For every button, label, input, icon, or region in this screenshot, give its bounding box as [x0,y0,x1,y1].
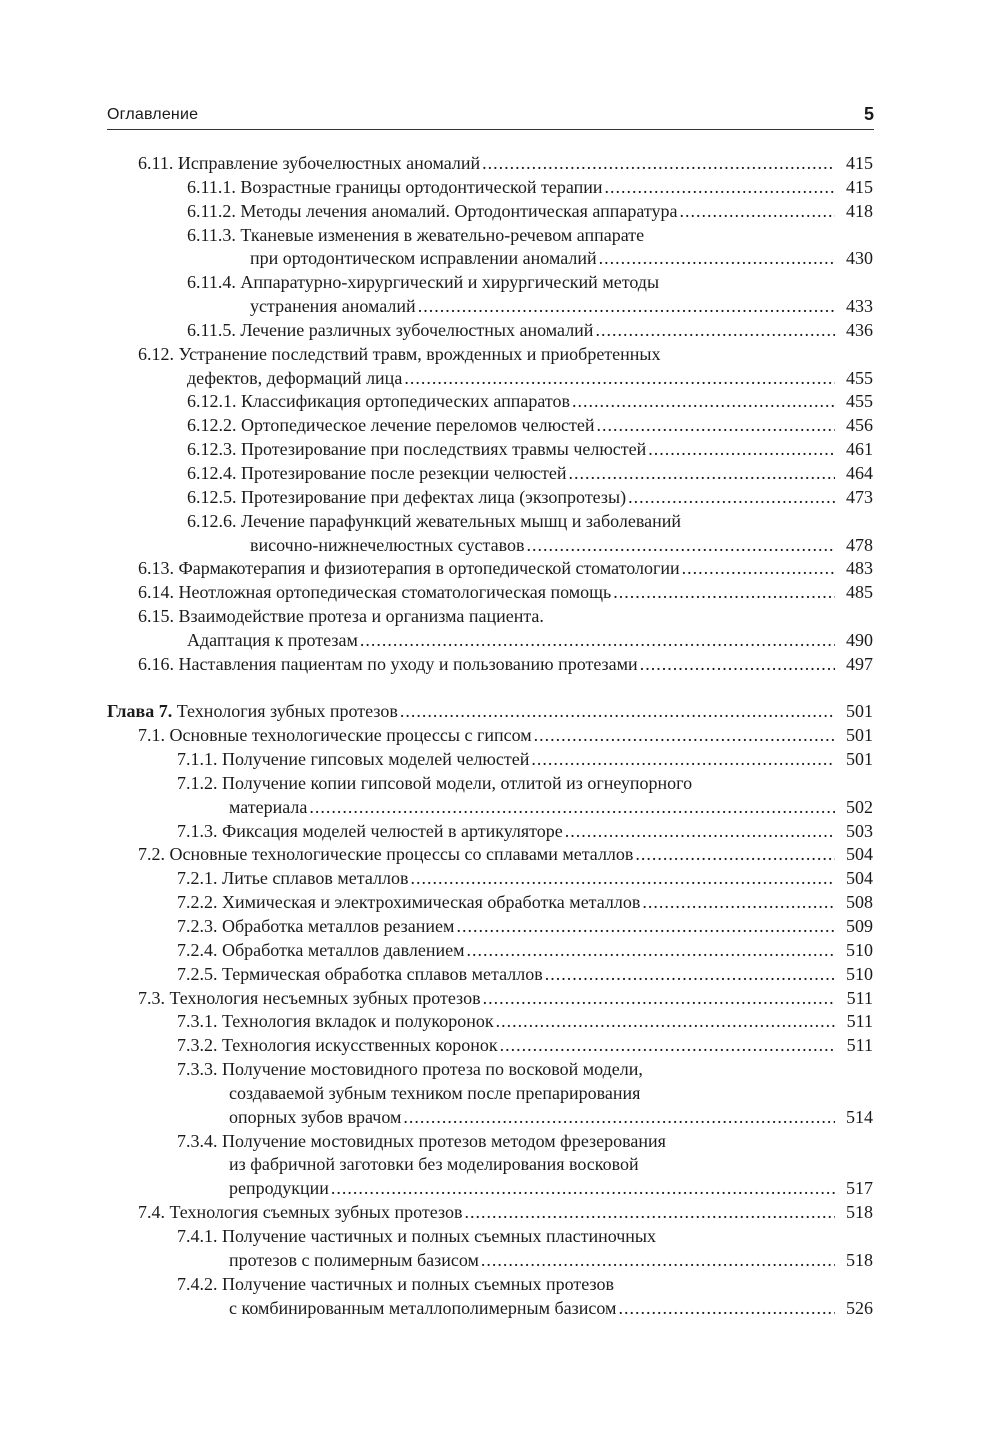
section-number: 6.12.3. [187,439,237,460]
toc-entry-line [187,390,873,414]
toc-entry-line [229,1177,873,1201]
toc-entry [0,1201,1000,1225]
dot-leader [545,963,835,987]
toc-entry [0,653,1000,677]
dot-leader [605,176,836,200]
toc-entry [0,1130,1000,1202]
chapter-label: Глава 7. [107,701,173,722]
dot-leader [331,1177,835,1201]
page-ref: 511 [846,987,873,1008]
toc-entry-line [229,1106,873,1130]
section-number: 7.3.2. [177,1035,218,1056]
dot-leader [597,414,836,438]
section-title: Протезирование после резекции челюстей [241,462,567,483]
dot-leader [531,748,835,772]
section-title: Взаимодействие протеза и организма пациента. [178,606,544,627]
dot-leader [640,653,835,677]
dot-leader [635,843,835,867]
toc-entry [0,987,1000,1011]
toc-entry [0,939,1000,963]
section-title: устранения аномалий [250,296,416,317]
section-title: Фармакотерапия и физиотерапия в ортопедической стоматологии [178,558,680,579]
toc-entry-line [229,796,873,820]
toc-entry-line [138,724,873,748]
toc-entry-line [177,1225,656,1249]
section-title: Обработка металлов давлением [222,939,465,960]
dot-leader [400,700,835,724]
section-number: 7.4.2. [177,1273,218,1294]
toc-entry-line [187,629,873,653]
page-ref: 497 [846,653,873,674]
page-ref: 510 [846,963,873,984]
dot-leader [682,557,835,581]
page-ref: 510 [846,939,873,960]
section-number: 6.15. [138,606,174,627]
dot-leader [482,152,835,176]
section-title: материала [229,796,308,817]
page-ref: 504 [846,868,873,889]
toc-entry-line [177,1034,873,1058]
dot-leader [309,796,835,820]
toc-entry-line [187,200,873,224]
section-title: Технология съемных зубных протезов [169,1202,463,1223]
toc-entry-line [177,820,873,844]
toc-entry [0,343,1000,391]
section-number: 6.11.3. [187,224,236,245]
toc-entry-line [177,1058,643,1082]
page-ref: 415 [846,176,873,197]
section-title: Термическая обработка сплавов металлов [222,963,543,984]
section-title: Получение мостовидных протезов методом фрезерования [222,1130,666,1151]
page-ref: 509 [846,916,873,936]
toc-entry-line [107,700,873,724]
page-ref: 508 [846,892,873,913]
dot-leader [467,939,836,963]
toc-entry [0,224,1000,272]
page-ref: 518 [846,1202,873,1223]
toc-entry-line [138,343,661,367]
section-number: 7.2.3. [177,916,218,936]
toc-entry [0,1273,1000,1321]
dot-leader [565,820,835,844]
toc-entry-line [187,462,873,486]
toc-entry-line [177,1273,614,1297]
toc-entry [0,438,1000,462]
section-number: 6.14. [138,582,174,603]
toc-entry [0,271,1000,319]
section-title: дефектов, деформаций лица [187,367,403,388]
page-ref: 478 [846,534,873,555]
toc-entry-line [177,1010,873,1034]
section-title: опорных зубов врачом [229,1106,402,1127]
toc-entry-line [229,1153,639,1177]
section-title: Получение частичных и полных съемных протезов [222,1273,614,1294]
section-number: 7.3.4. [177,1130,218,1151]
dot-leader [613,581,835,605]
dot-leader [481,1249,835,1273]
section-number: 6.12.5. [187,486,237,507]
page-ref: 511 [846,1035,873,1056]
toc-entry-line [138,581,873,605]
dot-leader [456,915,835,939]
toc-entry-line [187,510,681,534]
page-ref: 415 [846,153,873,173]
dot-leader [500,1034,835,1058]
section-number: 6.12.4. [187,462,237,483]
section-number: 7.2.5. [177,963,218,984]
section-number: 6.11.4. [187,272,236,293]
toc-entry-line [177,772,692,796]
section-title: Классификация ортопедических аппаратов [241,391,570,412]
page-ref: 483 [846,558,873,579]
section-title: Возрастные границы ортодонтической терапии [240,176,603,197]
table-of-contents [0,152,1000,1320]
page-ref: 518 [846,1249,873,1270]
section-title: Фиксация моделей челюстей в артикуляторе [222,820,563,841]
page-ref: 501 [846,701,873,722]
dot-leader [526,534,835,558]
section-number: 7.2.1. [177,868,218,889]
section-number: 7.3.3. [177,1059,218,1080]
page-ref: 456 [846,415,873,436]
section-title: Химическая и электрохимическая обработка металлов [222,892,641,913]
dot-leader [483,987,835,1011]
section-number: 7.4.1. [177,1226,218,1246]
section-number: 7.1.3. [177,820,218,841]
toc-entry-line [187,414,873,438]
toc-entry-line [187,367,873,391]
toc-entry [0,152,1000,176]
section-number: 6.12.6. [187,510,237,531]
page-ref: 501 [846,725,873,746]
page-ref: 461 [846,439,873,460]
section-title: Технология несъемных зубных протезов [169,987,481,1008]
toc-entry [0,820,1000,844]
toc-entry-line [187,176,873,200]
section-title: Технология искусственных коронок [222,1035,498,1056]
section-title: Устранение последствий травм, врожденных и приобретенных [178,343,661,364]
toc-chapter-entry [0,700,1000,724]
dot-leader [418,295,835,319]
section-number: 6.11.1. [187,176,236,197]
section-title: Исправление зубочелюстных аномалий [177,153,481,173]
section-number: 6.12. [138,343,174,364]
dot-leader [403,1106,835,1130]
toc-entry-line [177,748,873,772]
toc-entry [0,891,1000,915]
toc-entry-line [250,295,873,319]
toc-entry-line [177,1130,666,1154]
running-header-title: Оглавление [107,106,199,123]
toc-entry [0,1058,1000,1130]
toc-entry [0,557,1000,581]
dot-leader [404,367,835,391]
toc-entry-line [187,224,644,248]
toc-entry-line [177,891,873,915]
page-ref: 526 [846,1297,873,1318]
toc-entry [0,963,1000,987]
section-title: височно-нижнечелюстных суставов [250,534,525,555]
section-title: Получение гипсовых моделей челюстей [222,749,530,770]
toc-entry-line [138,557,873,581]
page-ref: 473 [846,486,873,507]
section-title: Обработка металлов резанием [222,916,455,936]
section-number: 6.11. [138,153,174,173]
dot-leader [599,247,835,271]
toc-entry-line [229,1297,873,1321]
toc-entry [0,200,1000,224]
toc-entry [0,319,1000,343]
toc-entry [0,462,1000,486]
dot-leader [642,891,835,915]
toc-entry [0,414,1000,438]
section-number: 7.3.1. [177,1011,218,1032]
dot-leader [618,1297,835,1321]
toc-entry [0,390,1000,414]
section-title: Технология зубных протезов [176,701,398,722]
toc-entry-line [187,319,873,343]
toc-entry [0,510,1000,558]
section-title: Получение частичных и полных съемных пластиночных [222,1226,657,1246]
section-title: Аппаратурно-хирургический и хирургический методы [240,272,660,293]
section-title: Протезирование при дефектах лица (экзопротезы) [241,486,627,507]
page-ref: 504 [846,844,873,865]
toc-entry [0,1010,1000,1034]
section-number: 7.4. [138,1202,165,1223]
page-ref: 436 [846,319,873,340]
section-title: репродукции [229,1178,329,1199]
dot-leader [569,462,835,486]
section-title: Литье сплавов металлов [222,868,409,889]
page-ref: 433 [846,296,873,317]
section-number: 6.11.2. [187,200,236,221]
dot-leader [648,438,835,462]
page-ref: 490 [846,629,873,650]
page-ref: 502 [846,796,873,817]
toc-entry-line [138,653,873,677]
running-header [107,104,874,128]
section-title: Наставления пациентам по уходу и пользованию протезами [178,653,638,674]
section-title: при ортодонтическом исправлении аномалий [250,248,597,269]
dot-leader [360,629,835,653]
section-title: Основные технологические процессы со сплавами металлов [169,844,634,865]
toc-entry-line [250,534,873,558]
section-number: 7.2.4. [177,939,218,960]
toc-entry [0,581,1000,605]
toc-entry [0,724,1000,748]
dot-leader [628,486,835,510]
page-ref: 455 [846,367,873,388]
page-ref: 517 [846,1178,873,1199]
dot-leader [465,1201,836,1225]
toc-entry-line [138,987,873,1011]
toc-entry-line [177,939,873,963]
section-number: 7.1.1. [177,749,218,770]
toc-entry-line [177,867,873,891]
section-number: 6.12.1. [187,391,237,412]
toc-entry-line [229,1249,873,1273]
section-title: Методы лечения аномалий. Ортодонтическая аппаратура [240,200,678,221]
section-title: Получение копии гипсовой модели, отлитой из огнеупорного [222,772,693,793]
toc-entry [0,843,1000,867]
dot-leader [680,200,835,224]
page-number: 5 [863,104,874,124]
dot-leader [572,390,835,414]
toc-entry [0,772,1000,820]
section-number: 6.12.2. [187,415,237,436]
page-ref: 418 [846,200,873,221]
page-ref: 455 [846,391,873,412]
dot-leader [410,867,835,891]
section-number: 7.2. [138,844,165,865]
toc-entry-line [138,1201,873,1225]
section-title: Лечение различных зубочелюстных аномалий [240,319,594,340]
dot-leader [496,1010,835,1034]
section-number: 7.1.2. [177,772,218,793]
section-title: Тканевые изменения в жевательно-речевом аппарате [240,224,645,245]
section-title: Адаптация к протезам [187,629,358,650]
dot-leader [534,724,835,748]
section-title: из фабричной заготовки без моделирования восковой [229,1154,639,1175]
page-ref: 514 [846,1106,873,1127]
page-ref: 511 [846,1011,873,1032]
section-title: Основные технологические процессы с гипсом [169,725,532,746]
section-number: 7.1. [138,725,165,746]
toc-entry [0,1034,1000,1058]
toc-entry [0,915,1000,939]
toc-entry-line [138,152,873,176]
page-ref: 464 [846,462,873,483]
page-ref: 503 [846,820,873,841]
section-number: 6.13. [138,558,174,579]
toc-entry-line [177,963,873,987]
toc-entry-line [187,486,873,510]
section-title: Ортопедическое лечение переломов челюстей [241,415,595,436]
page-ref: 485 [846,582,873,603]
toc-entry-line [138,605,544,629]
section-number: 6.16. [138,653,174,674]
dot-leader [595,319,835,343]
toc-entry [0,605,1000,653]
section-title: Неотложная ортопедическая стоматологическая помощь [178,582,612,603]
toc-entry-line [250,247,873,271]
section-title: Лечение парафункций жевательных мышц и заболеваний [241,510,682,531]
section-number: 7.3. [138,987,165,1008]
toc-entry-line [138,843,873,867]
section-number: 7.2.2. [177,892,218,913]
toc-entry [0,176,1000,200]
toc-entry-line [177,915,873,939]
section-title: протезов с полимерным базисом [229,1249,479,1270]
header-rule [107,129,874,130]
toc-entry [0,1225,1000,1273]
toc-entry-line [187,438,873,462]
toc-entry [0,867,1000,891]
section-number: 6.11.5. [187,319,236,340]
toc-entry-line [229,1082,640,1106]
section-title: создаваемой зубным техником после препарирования [229,1082,641,1103]
section-title: Технология вкладок и полукоронок [222,1011,494,1032]
section-title: Получение мостовидного протеза по восковой модели, [222,1059,643,1080]
page-ref: 501 [846,749,873,770]
toc-entry [0,748,1000,772]
section-title: Протезирование при последствиях травмы челюстей [241,439,647,460]
section-title: с комбинированным металлополимерным базисом [229,1297,617,1318]
toc-entry-line [187,271,659,295]
page-ref: 430 [846,248,873,269]
toc-entry [0,486,1000,510]
